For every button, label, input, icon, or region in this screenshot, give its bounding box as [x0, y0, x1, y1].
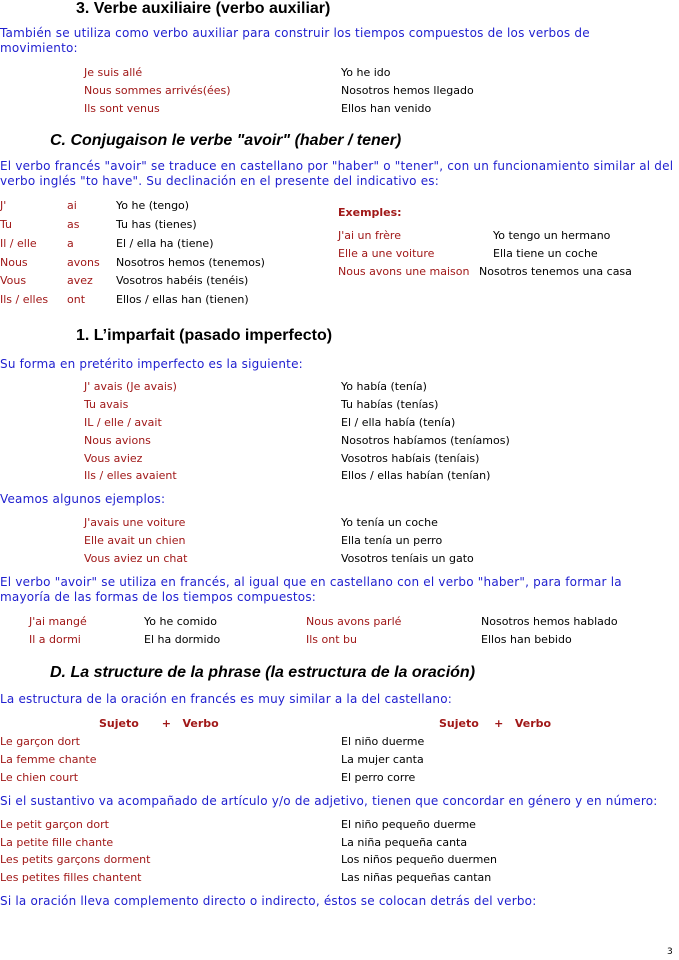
table-cell-es: Ellos han venido — [341, 102, 432, 115]
table-cell-es: Yo he ido — [341, 66, 391, 79]
table-cell-es: Los niños pequeño duermen — [341, 853, 498, 866]
compound-fr: J'ai mangé — [29, 615, 87, 628]
compound-intro: El verbo "avoir" se utiliza en francés, al igual que en castellano con el verbo "haber", para formar la mayoría de las formas de los tiempos compuestos: — [0, 575, 622, 604]
section-title-verbe-auxiliaire: 3. Verbe auxiliaire (verbo auxiliar) — [76, 0, 331, 17]
example-fr: J'ai un frère — [338, 229, 401, 242]
table-cell-fr: Nous sommes arrivés(ées) — [84, 84, 231, 97]
table-cell-fr: Vous aviez — [84, 452, 143, 465]
compound-fr: Il a dormi — [29, 633, 81, 646]
table-cell-es: El / ella había (tenía) — [341, 416, 456, 429]
table-cell-es: Las niñas pequeñas cantan — [341, 871, 492, 884]
conj-translation: Yo he (tengo) — [116, 199, 190, 212]
conj-verb: as — [67, 218, 80, 231]
conj-pronoun: J' — [0, 199, 7, 212]
table-cell-es: Tu habías (tenías) — [341, 398, 439, 411]
section-intro: También se utiliza como verbo auxiliar para construir los tiempos compuestos de los verbos de movimiento: — [0, 26, 590, 55]
conj-pronoun: Tu — [0, 218, 13, 231]
agreement-intro: Si el sustantivo va acompañado de artículo y/o de adjetivo, tienen que concordar en género y en número: — [0, 794, 658, 808]
example-es: Nosotros tenemos una casa — [479, 265, 632, 278]
table-cell-fr: Ils / elles avaient — [84, 469, 177, 482]
conj-translation: Ellos / ellas han (tienen) — [116, 293, 249, 306]
example-es: Ella tiene un coche — [493, 247, 598, 260]
table-cell-es: El niño pequeño duerme — [341, 818, 476, 831]
example-es: Yo tenía un coche — [341, 516, 438, 529]
conj-verb: avez — [67, 274, 93, 287]
conj-pronoun: Ils / elles — [0, 293, 49, 306]
section-title-conjugaison-avoir: C. Conjugaison le verbe "avoir" (haber / tener) — [50, 132, 402, 149]
conj-translation: El / ella ha (tiene) — [116, 237, 214, 250]
table-cell-fr: Le chien court — [0, 771, 79, 784]
table-header-fr: Sujeto + Verbo — [99, 717, 219, 730]
compound-es: Yo he comido — [144, 615, 217, 628]
table-cell-es: El niño duerme — [341, 735, 425, 748]
examples-intro: Veamos algunos ejemplos: — [0, 492, 166, 506]
table-cell-fr: IL / elle / avait — [84, 416, 162, 429]
section-intro: La estructura de la oración en francés es muy similar a la del castellano: — [0, 692, 452, 706]
conj-verb: ont — [67, 293, 86, 306]
page-number: 3 — [667, 947, 673, 957]
section-title-structure-phrase: D. La structure de la phrase (la estructura de la oración) — [50, 664, 476, 681]
conj-translation: Tu has (tienes) — [116, 218, 197, 231]
section-intro: El verbo francés "avoir" se traduce en castellano por "haber" o "tener", con un funcionamiento similar al del verbo inglés "to have". Su declinación en el presente del indicativo es: — [0, 159, 674, 188]
section-title-imparfait: 1. L’imparfait (pasado imperfecto) — [76, 327, 333, 344]
table-cell-es: Nosotros hemos llegado — [341, 84, 474, 97]
table-header-es: Sujeto + Verbo — [439, 717, 552, 730]
table-cell-fr: Les petits garçons dorment — [0, 853, 151, 866]
example-es: Yo tengo un hermano — [493, 229, 611, 242]
table-cell-es: La niña pequeña canta — [341, 836, 468, 849]
compound-es: Ellos han bebido — [481, 633, 572, 646]
example-fr: Elle avait un chien — [84, 534, 186, 547]
table-cell-es: El perro corre — [341, 771, 416, 784]
compound-fr: Ils ont bu — [306, 633, 357, 646]
conj-pronoun: Nous — [0, 256, 28, 269]
table-cell-es: Yo había (tenía) — [341, 380, 427, 393]
example-fr: Nous avons une maison — [338, 265, 470, 278]
conj-verb: ai — [67, 199, 77, 212]
table-cell-es: Ellos / ellas habían (tenían) — [341, 469, 491, 482]
table-cell-fr: Nous avions — [84, 434, 151, 447]
table-cell-fr: Je suis allé — [84, 66, 143, 79]
table-cell-es: Nosotros habíamos (teníamos) — [341, 434, 510, 447]
table-cell-fr: Tu avais — [84, 398, 129, 411]
table-cell-fr: Les petites filles chantent — [0, 871, 142, 884]
table-cell-fr: Le petit garçon dort — [0, 818, 109, 831]
table-cell-es: La mujer canta — [341, 753, 424, 766]
compound-es: El ha dormido — [144, 633, 221, 646]
table-cell-fr: La petite fille chante — [0, 836, 114, 849]
example-fr: Elle a une voiture — [338, 247, 435, 260]
table-cell-fr: Le garçon dort — [0, 735, 80, 748]
section-intro: Su forma en pretérito imperfecto es la siguiente: — [0, 357, 303, 371]
example-es: Ella tenía un perro — [341, 534, 443, 547]
table-cell-fr: La femme chante — [0, 753, 97, 766]
example-es: Vosotros teníais un gato — [341, 552, 474, 565]
conj-verb: a — [67, 237, 74, 250]
conj-pronoun: Il / elle — [0, 237, 37, 250]
compound-fr: Nous avons parlé — [306, 615, 402, 628]
conj-translation: Vosotros habéis (tenéis) — [116, 274, 249, 287]
table-cell-fr: Ils sont venus — [84, 102, 160, 115]
conj-translation: Nosotros hemos (tenemos) — [116, 256, 265, 269]
example-fr: J'avais une voiture — [84, 516, 186, 529]
examples-label: Exemples: — [338, 206, 402, 219]
complement-intro: Si la oración lleva complemento directo o indirecto, éstos se colocan detrás del verbo: — [0, 894, 537, 908]
conj-verb: avons — [67, 256, 100, 269]
example-fr: Vous aviez un chat — [84, 552, 188, 565]
compound-es: Nosotros hemos hablado — [481, 615, 618, 628]
conj-pronoun: Vous — [0, 274, 27, 287]
table-cell-fr: J' avais (Je avais) — [84, 380, 177, 393]
table-cell-es: Vosotros habíais (teníais) — [341, 452, 480, 465]
